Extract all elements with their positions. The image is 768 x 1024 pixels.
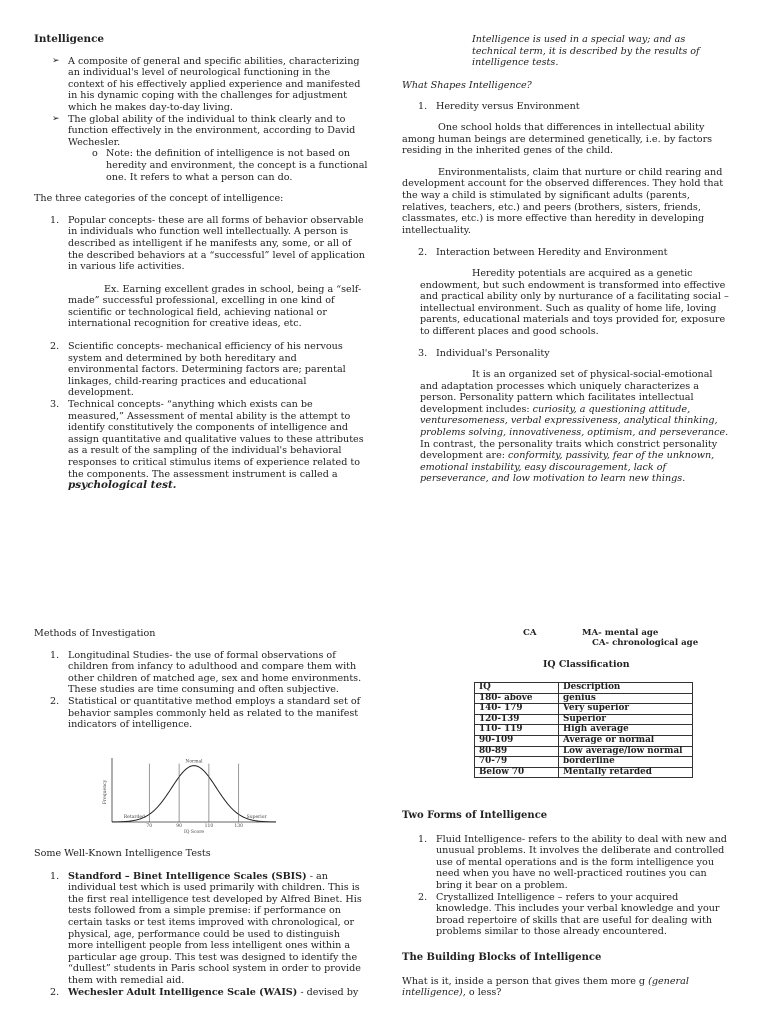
y-axis-label: Frequency bbox=[103, 779, 108, 805]
item-title: Interaction between Heredity and Environment bbox=[436, 247, 668, 259]
table-row bbox=[475, 735, 693, 746]
blocks-question: What is it, inside a person that gives them more g (general intelligence), o less? bbox=[402, 975, 689, 999]
iq-range-cell: 70-79 bbox=[475, 757, 559, 768]
iq-description-cell: Average or normal bbox=[559, 735, 693, 746]
interaction-paragraph: Heredity potentials are acquired as a genetic endowment, but such endowment is transformed into effective and practical ability only by nurturance of a facilitating social –intellectual environment. Such as quality of home life, loving parents, educational materials and toys provided for, exposure to different places and good schools. bbox=[420, 267, 729, 337]
list-item: ➢ A composite of general and specific abilities, characterizing an individual's level of neurological functioning in the context of his effectively applied experience and manifested in his dynamic coping with the challenges for adjustment which he makes day-to-day living. bbox=[52, 55, 361, 113]
iq-description-cell: genius bbox=[559, 693, 693, 704]
shapes-heading: What Shapes Intelligence? bbox=[402, 79, 532, 91]
iq-description-cell: Low average/low normal bbox=[559, 746, 693, 757]
methods-list bbox=[34, 650, 368, 731]
ca-definition: CA- chronological age bbox=[592, 638, 699, 648]
example-paragraph: Ex. Earning excellent grades in school, being a “self-made” successful professional, excelling in one kind of scientific or technological field, achieving national or international recognition for creative ideas, etc. bbox=[68, 283, 362, 330]
iq-range-cell: 80-89 bbox=[475, 746, 559, 757]
list-item: 1. Heredity versus Environment bbox=[418, 101, 580, 113]
forms-section bbox=[402, 810, 732, 999]
table-row bbox=[475, 746, 693, 757]
tests-heading: Some Well-Known Intelligence Tests bbox=[34, 848, 211, 859]
iq-table bbox=[474, 682, 693, 778]
item-title: Heredity versus Environment bbox=[436, 101, 580, 113]
iq-range-cell: 140- 179 bbox=[475, 704, 559, 715]
region-label-superior: Superior bbox=[246, 815, 267, 820]
x-tick-label: 110 bbox=[204, 824, 214, 829]
personality-paragraph: It is an organized set of physical-social-emotional and adaptation processes which uniquely characterizes a person. Personality pattern which facilitates intellectual development includes: curiosity, a questioning attitude, venturesomeness, verbal expressiveness, analytical thinking, problems solving, innovativeness, optimism, and perseverance. In contrast, the personality traits which constrict personality development are: conformity, passivity, fear of the unknown, emotional instability, easy discouragement, lack of perseverance, and low motivation to learn new things. bbox=[420, 369, 729, 485]
categories-list bbox=[34, 215, 368, 492]
psych-test-term: psychological test. bbox=[68, 479, 177, 492]
list-item: 1. Fluid Intelligence- refers to the ability to deal with new and unusual problems. It involves the deliberate and controlled use of mental operations and is the form intelligence you need when you have no well-practiced routines you can bring it bear on a problem. bbox=[418, 833, 727, 891]
iq-range-cell: 90-109 bbox=[475, 735, 559, 746]
bell-curve-chart bbox=[100, 756, 280, 834]
iq-range-cell: 110- 119 bbox=[475, 725, 559, 736]
shapes-list bbox=[402, 101, 732, 113]
environment-paragraph: Environmentalists, claim that nurture or child rearing and development account for the observed differences. They hold that the way a child is stimulated by significant adults (parents, relatives, teachers, etc.) and peers (brothers, sisters, friends, classmates, etc.) is more effective than heredity in developing intellectuality. bbox=[402, 166, 724, 236]
table-row bbox=[475, 767, 693, 778]
tests-list bbox=[34, 871, 368, 999]
tick-guides bbox=[149, 764, 238, 822]
iq-range-cell: Below 70 bbox=[475, 767, 559, 778]
x-tick-label: 130 bbox=[234, 824, 244, 829]
list-item: 2. Wechesler Adult Intelligence Scale (WAIS) - devised by bbox=[50, 986, 359, 998]
list-item: ➢ The global ability of the individual to think clearly and to function effectively in the environment, according to David Wechesler. bbox=[52, 113, 356, 148]
table-row bbox=[475, 704, 693, 715]
iq-table-header bbox=[475, 683, 693, 694]
list-item: 2. Interaction between Heredity and Environment bbox=[418, 247, 668, 259]
iq-description-cell: Superior bbox=[559, 714, 693, 725]
region-label-retarded: Retarded bbox=[123, 815, 145, 820]
iq-description-cell: High average bbox=[559, 725, 693, 736]
x-axis-label: IQ Score bbox=[183, 830, 205, 834]
sbis-name: Standford – Binet Intelligence Scales (SBIS) bbox=[68, 870, 307, 882]
iq-description-cell: Mentally retarded bbox=[559, 767, 693, 778]
iq-range-cell: IQ bbox=[475, 683, 559, 694]
iq-range-cell: 180- above bbox=[475, 693, 559, 704]
x-tick-label: 90 bbox=[176, 824, 182, 829]
forms-heading: Two Forms of Intelligence bbox=[402, 810, 548, 821]
intro-italic: Intelligence is used in a special way; and as technical term, it is described by the results of intelligence tests. bbox=[472, 34, 700, 69]
list-item: 3. Technical concepts- “anything which exists can be measured,” Assessment of mental ability is the attempt to identify constitutively the components of intelligence and assign quantitative and qualitative values to these attributes as a result of the sampling of the individual's behavioral responses to critical stimulus items of experience related to the components. The assessment instrument is called a psychological test. bbox=[50, 399, 364, 492]
x-tick-label: 70 bbox=[146, 824, 153, 829]
categories-intro: The three categories of the concept of intelligence: bbox=[34, 193, 284, 205]
list-item: 1. Longitudinal Studies- the use of formal observations of children from infancy to adulthood and compare them with other children of matched age, sex and home environments. These studies are time consuming and often subjective. bbox=[50, 649, 362, 696]
list-item: 2. Scientific concepts- mechanical efficiency of his nervous system and determined by both hereditary and environmental factors. Determining factors are; parental linkages, child-rearing practices and educational development. bbox=[50, 341, 346, 399]
list-item: 1. Standford – Binet Intelligence Scales (SBIS) - an individual test which is used primarily with children. This is the first real intelligence test developed by Alfred Binet. His tests followed from a simple premise: if performance on certain tasks or test items improved with chronological, or physical, age, performance could be used to distinguish more intelligent people from less intelligent ones within a particular age group. This test was designed to identify the “dullest” students in Paris school system in order to provide them with remedial aid. bbox=[50, 870, 362, 986]
definition-list bbox=[34, 56, 368, 149]
forms-list bbox=[402, 834, 732, 938]
tick-labels bbox=[146, 823, 243, 829]
methods-section bbox=[34, 628, 368, 731]
item-title: Individual's Personality bbox=[436, 348, 550, 360]
definition-note: o Note: the definition of intelligence is not based on heredity and environment, the concept is a functional one. It refers to what a person can do. bbox=[92, 148, 368, 183]
intelligence-section bbox=[34, 34, 368, 492]
iq-description-cell: Very superior bbox=[559, 704, 693, 715]
iq-description-cell: borderline bbox=[559, 757, 693, 768]
intelligence-heading: Intelligence bbox=[34, 33, 105, 45]
iq-description-cell: Description bbox=[559, 683, 693, 694]
table-row bbox=[475, 757, 693, 768]
iq-range-cell: 120-139 bbox=[475, 714, 559, 725]
table-row bbox=[475, 714, 693, 725]
normal-curve bbox=[112, 766, 276, 822]
list-item: 2. Statistical or quantitative method employs a standard set of behavior samples commonly held as related to the manifest indicators of intelligence. bbox=[50, 695, 361, 731]
methods-heading: Methods of Investigation bbox=[34, 628, 156, 639]
wais-name: Wechesler Adult Intelligence Scale (WAIS) bbox=[68, 986, 298, 998]
tests-section bbox=[34, 848, 368, 998]
list-item: 1. Popular concepts- these are all forms of behavior observable in individuals who function well intellectually. A person is described as intelligent if he manifests any, some, or all of the described behaviors at a “successful” level of application in various life activities. Ex. Earning excellent grades in school, being a “self-made” successful professional, excelling in one kind of scientific or technological field, achieving national or international recognition for creative ideas, etc. bbox=[34, 215, 368, 330]
shapes-section bbox=[402, 34, 732, 485]
ca-label: CA bbox=[523, 628, 537, 638]
blocks-heading: The Building Blocks of Intelligence bbox=[402, 951, 602, 963]
table-row bbox=[475, 725, 693, 736]
iq-heading: IQ Classification bbox=[543, 659, 630, 670]
list-item: 2. Crystallized Intelligence – refers to your acquired knowledge. This includes your verbal knowledge and your broad repertoire of skills that are useful for dealing with problems similar to those already encountered. bbox=[418, 891, 720, 938]
ma-label: MA- mental age bbox=[582, 628, 659, 638]
heredity-paragraph: One school holds that differences in intellectual ability among human beings are determined genetically, i.e. by factors residing in the inherited genes of the child. bbox=[402, 121, 713, 157]
list-item: 3. Individual's Personality bbox=[418, 348, 550, 360]
curve-label: Normal bbox=[185, 759, 203, 765]
table-row bbox=[475, 693, 693, 704]
